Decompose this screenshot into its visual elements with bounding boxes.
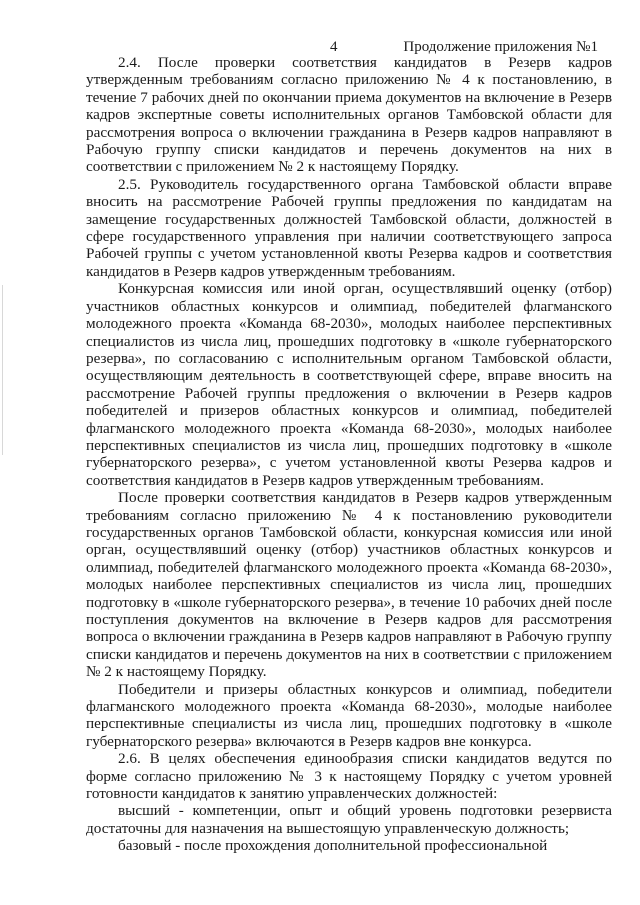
document-body: [86, 54, 612, 855]
paragraph-winners-included: Победители и призеры областных конкурсов и олимпиад, победители флагманского молодежного проекта «Команда 68-2030», молодые наиболее перспективные специалисты из числа лиц, прошедших подготовку в «школе губернаторского резерва» включаются в Резерв кадров вне конкурса.: [86, 680, 612, 750]
paragraph-level-basic: базовый - после прохождения дополнительной профессиональной: [118, 837, 548, 855]
paragraph-after-verification: После проверки соответствия кандидатов в Резерв кадров утвержденным требованиям согласно приложению № 4 к постановлению руководители государственных органов Тамбовской области, конкурсная комиссия или иной орган, осуществлявший оценку (отбор) участников областных конкурсов и олимпиад, победителей флагманского молодежного проекта «Команда 68-2030», молодых наиболее перспективных специалистов из числа лиц, прошедших подготовку в «школе губернаторского резерва», в течение 10 рабочих дней после поступления документов на включение в Резерв кадров для рассмотрения вопроса о включении гражданина в Резерв кадров направляют в Рабочую группу списки кандидатов и перечень документов на них в соответствии с приложением № 2 к настоящему Порядку.: [86, 489, 612, 681]
paragraph-level-highest: высший - компетенции, опыт и общий уровень подготовки резервиста достаточны для назначения на вышестоящую управленческую должность;: [86, 802, 612, 837]
paragraph-2-5: 2.5. Руководитель государственного органа Тамбовской области вправе вносить на рассмотрение Рабочей группы предложения по кандидатам на замещение государственных должностей Тамбовской области, должностей в сфере государственного управления при наличии соответствующего запроса Рабочей группы с учетом установленной квоты Резерва кадров и соответствия кандидатов в Резерв кадров утвержденным требованиям.: [86, 175, 612, 280]
paragraph-2-6: 2.6. В целях обеспечения единообразия списки кандидатов ведутся по форме согласно приложению № 3 к настоящему Порядку с учетом уровней готовности кандидатов к занятию управленческих должностей:: [86, 750, 612, 803]
scan-margin-mark: [2, 285, 3, 455]
paragraph-competition-commission: Конкурсная комиссия или иной орган, осуществлявший оценку (отбор) участников областных конкурсов и олимпиад, победителей флагманского молодежного проекта «Команда 68-2030», молодых наиболее перспективных специалистов из числа лиц, прошедших подготовку в «школе губернаторского резерва», по согласованию с исполнительным органом Тамбовской области, осуществляющим деятельность в соответствующей сфере, вправе вносить на рассмотрение Рабочей группы предложения о включении в Резерв кадров победителей и призеров областных конкурсов и олимпиад, победителей флагманского молодежного проекта «Команда 68-2030», молодых наиболее перспективных специалистов из числа лиц, прошедших подготовку в «школе губернаторского резерва», с учетом установленной квоты Резерва кадров и соответствия кандидатов в Резерв кадров утвержденным требованиям.: [86, 280, 612, 489]
paragraph-2-4: 2.4. После проверки соответствия кандидатов в Резерв кадров утвержденным требованиям согласно приложению № 4 к постановлению, в течение 7 рабочих дней по окончании приема документов на включение в Резерв кадров экспертные советы исполнительных органов Тамбовской области для рассмотрения вопроса о включении гражданина в Резерв кадров направляют в Рабочую группу списки кандидатов и перечень документов на них в соответствии с приложением № 2 к настоящему Порядку.: [86, 54, 612, 176]
page-number: 4: [330, 39, 338, 55]
appendix-continuation-note: Продолжение приложения №1: [403, 39, 598, 55]
